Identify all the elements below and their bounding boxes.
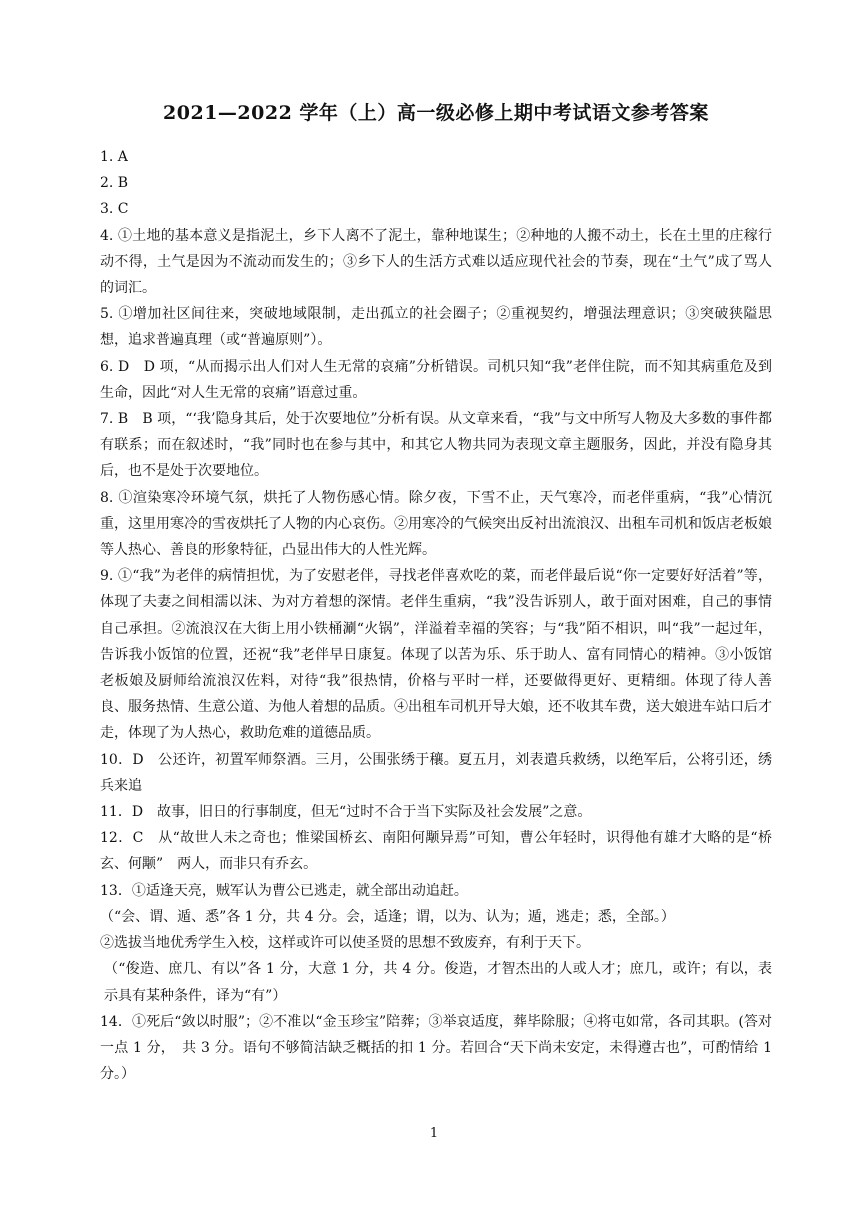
answer-item-3: 3. C bbox=[100, 201, 129, 218]
answer-item-4: 4. ①土地的基本意义是指泥土，乡下人离不了泥土，靠种地谋生；②种地的人搬不动土，长在土里的庄稼行动不得，土气是因为不流动而发生的；③乡下人的生活方式难以适应现代社会的节奏，现在“土气”成了骂人的词汇。 bbox=[100, 227, 772, 297]
answer-item-6: 6. D D 项，“从而揭示出人们对人生无常的哀痛”分析错误。司机只知“我”老伴住院，而不知其病重危及到生命，因此“对人生无常的哀痛”语意过重。 bbox=[100, 358, 772, 401]
answer-item-10: 10．D 公还许，初置军师祭酒。三月，公围张绣于穰。夏五月，刘表遣兵救绣，以绝军后，公将引还，绣兵来追 bbox=[100, 751, 772, 794]
answer-item-5: 5. ①增加社区间往来，突破地域限制，走出孤立的社会圈子；②重视契约，增强法理意识；③突破狭隘思想，追求普遍真理（或“普遍原则”）。 bbox=[100, 306, 772, 349]
answer-sheet-page bbox=[100, 98, 772, 1087]
answer-item-11: 11．D 故事，旧日的行事制度，但无“过时不合于当下实际及社会发展”之意。 bbox=[100, 804, 592, 821]
answer-item-1: 1. A bbox=[100, 149, 128, 165]
page-number: 1 bbox=[429, 1126, 439, 1141]
answer-item-2: 2. B bbox=[100, 175, 129, 192]
answer-item-7: 7. B B 项，“‘我’隐身其后，处于次要地位”分析有误。从文章来看，“我”与文中所写人物及大多数的事件都有联系；而在叙述时，“我”同时也在参与其中，和其它人物共同为表现文章主题服务，因此，并没有隐身其后，也不是处于次要地位。 bbox=[100, 411, 772, 480]
answer-item-13-part-1: 13．①适逢天亮，贼军认为曹公已逃走，就全部出动追赶。 bbox=[100, 882, 468, 899]
page-title: 2021—2022 学年（上）高一级必修上期中考试语文参考答案 bbox=[163, 102, 709, 124]
answer-list bbox=[100, 144, 772, 1087]
answer-item-9: 9. ①“我”为老伴的病情担忧，为了安慰老伴，寻找老伴喜欢吃的菜，而老伴最后说“你一定要好好活着”等，体现了夫妻之间相濡以沫、为对方着想的深情。老伴生重病，“我”没告诉别人，敢于面对困难，自己的事情自己承担。②流浪汉在大街上用小铁桶涮“火锅”，洋溢着幸福的笑容；与“我”陌不相识，叫“我”一起过年，告诉我小饭馆的位置，还祝“我”老伴早日康复。体现了以苦为乐、乐于助人、富有同情心的精神。③小饭馆老板娘及厨师给流浪汉佐料，对待“我”很热情，价格与平时一样，还要做得更好、更精细。体现了待人善良、服务热情、生意公道、为他人着想的品质。④出租车司机开导大娘，还不收其车费，送大娘进车站口后才走，体现了为人热心，救助危难的道德品质。 bbox=[100, 568, 772, 742]
answer-item-12: 12．C 从“故世人未之奇也；惟梁国桥玄、南阳何颙异焉”可知，曹公年轻时，识得他有雄才大略的是“桥玄、何颙” 两人，而非只有乔玄。 bbox=[100, 830, 772, 873]
answer-item-14: 14．①死后“敛以时服”；②不准以“金玉珍宝”陪葬；③举哀适度，葬毕除服；④将屯如常，各司其职。(答对一点 1 分， 共 3 分。语句不够简洁缺乏概括的扣 1 分。若回合“天下尚未安定，未得遵古也”，可酌情给 1 分。） bbox=[100, 1013, 772, 1083]
answer-item-13-part-2: ②选拔当地优秀学生入校，这样或许可以使圣贤的思想不致废弃，有利于天下。 bbox=[100, 935, 590, 952]
answer-item-13-scoring-2: （“俊造、庶几、有以”各 1 分，大意 1 分，共 4 分。俊造，才智杰出的人或人才；庶几，或许；有以，表示具有某种条件，译为“有”） bbox=[104, 961, 772, 1004]
answer-item-8: 8. ①渲染寒冷环境气氛，烘托了人物伤感心情。除夕夜，下雪不止，天气寒冷，而老伴重病，“我”心情沉重，这里用寒冷的雪夜烘托了人物的内心哀伤。②用寒冷的气候突出反衬出流浪汉、出租车司机和饭店老板娘等人热心、善良的形象特征，凸显出伟大的人性光辉。 bbox=[100, 489, 772, 559]
answer-item-13-scoring-1: （“会、谓、遁、悉”各 1 分，共 4 分。会，适逢；谓，以为、认为；遁，逃走；悉，全部。） bbox=[100, 908, 675, 925]
